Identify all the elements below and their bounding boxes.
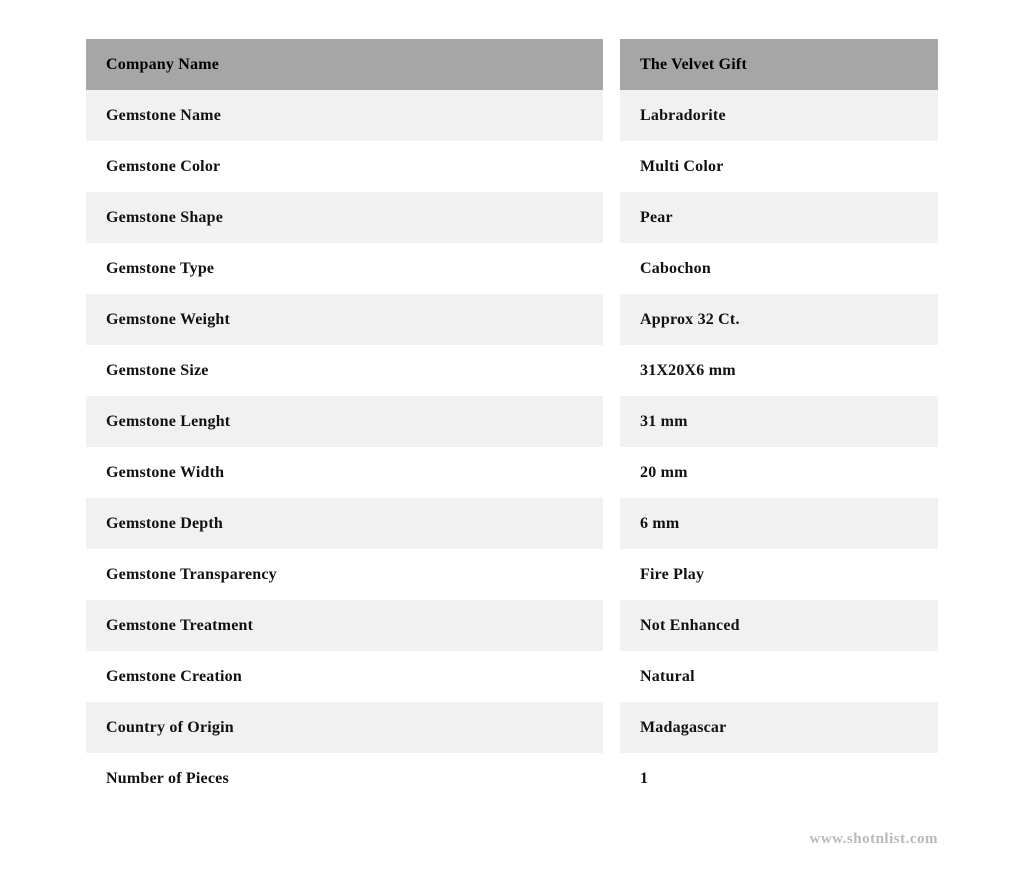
table-row — [86, 294, 938, 345]
row-label: Number of Pieces — [86, 753, 603, 804]
row-value: Cabochon — [620, 243, 938, 294]
row-value: Approx 32 Ct. — [620, 294, 938, 345]
table-row — [86, 753, 938, 804]
table-row — [86, 243, 938, 294]
table-row — [86, 396, 938, 447]
row-label: Gemstone Width — [86, 447, 603, 498]
row-label: Gemstone Transparency — [86, 549, 603, 600]
row-label: Gemstone Creation — [86, 651, 603, 702]
row-label: Gemstone Depth — [86, 498, 603, 549]
table-row — [86, 447, 938, 498]
table-row — [86, 192, 938, 243]
row-value: 20 mm — [620, 447, 938, 498]
table-row — [86, 651, 938, 702]
gemstone-spec-table — [86, 39, 938, 804]
table-row — [86, 600, 938, 651]
row-value: Not Enhanced — [620, 600, 938, 651]
table-header-row — [86, 39, 938, 90]
row-label: Gemstone Shape — [86, 192, 603, 243]
row-label: Country of Origin — [86, 702, 603, 753]
row-label: Gemstone Weight — [86, 294, 603, 345]
table-row — [86, 345, 938, 396]
header-value: The Velvet Gift — [620, 39, 938, 90]
row-value: Natural — [620, 651, 938, 702]
table-row — [86, 549, 938, 600]
row-value: 6 mm — [620, 498, 938, 549]
row-value: 31 mm — [620, 396, 938, 447]
header-label: Company Name — [86, 39, 603, 90]
row-value: Pear — [620, 192, 938, 243]
row-label: Gemstone Size — [86, 345, 603, 396]
table-row — [86, 702, 938, 753]
table-row — [86, 141, 938, 192]
row-value: Fire Play — [620, 549, 938, 600]
row-label: Gemstone Treatment — [86, 600, 603, 651]
row-value: Labradorite — [620, 90, 938, 141]
row-value: Multi Color — [620, 141, 938, 192]
row-label: Gemstone Type — [86, 243, 603, 294]
row-label: Gemstone Lenght — [86, 396, 603, 447]
row-value: 31X20X6 mm — [620, 345, 938, 396]
row-label: Gemstone Color — [86, 141, 603, 192]
row-value: 1 — [620, 753, 938, 804]
row-label: Gemstone Name — [86, 90, 603, 141]
row-value: Madagascar — [620, 702, 938, 753]
table-row — [86, 90, 938, 141]
watermark-text: www.shotnlist.com — [809, 831, 938, 847]
table-row — [86, 498, 938, 549]
